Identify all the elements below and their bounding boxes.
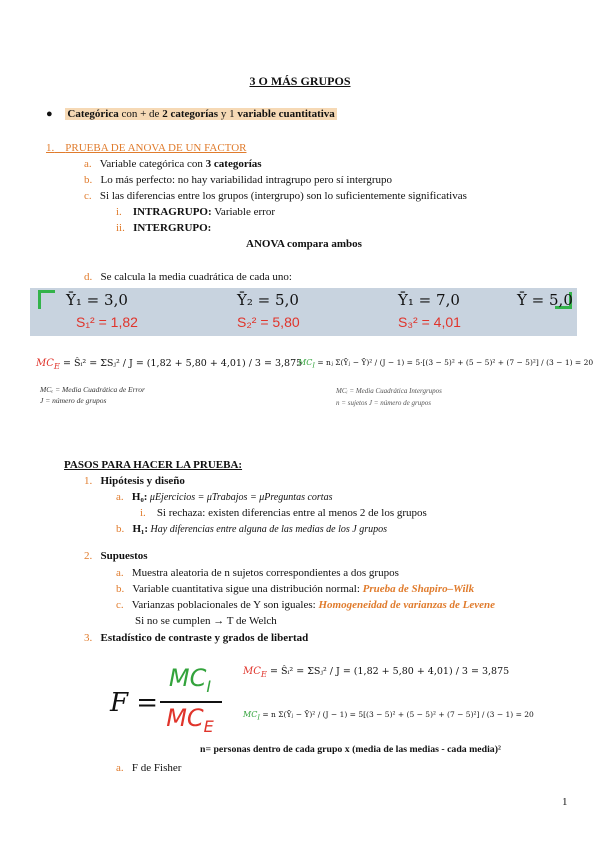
h1-text: Hay diferencias entre alguna de las medias de los J grupos [148, 524, 387, 535]
sc-letter: c. [116, 599, 124, 611]
mce-step-label: MC [243, 666, 261, 677]
paso3-title: Estadístico de contraste y grados de libertad [100, 632, 309, 644]
h1-letter: b. [116, 523, 125, 535]
fisher [116, 762, 181, 774]
intro-text1: con + de [118, 108, 163, 120]
paso2-title: Supuestos [100, 550, 148, 562]
h0-letter: a. [116, 491, 124, 503]
h0-text: μEjercicios = μTrabajos = μPreguntas cortas [147, 492, 333, 503]
var-s1: S₁² = 1,82 [76, 314, 138, 330]
mci-note1: MCᵢ = Media Cuadrática Intergrupos [336, 387, 442, 395]
paso1-title: Hipótesis y diseño [100, 475, 185, 487]
pasos-title: PASOS PARA HACER LA PRUEBA: [64, 459, 243, 471]
letter-c: c. [84, 190, 92, 202]
sb-letter: b. [116, 583, 125, 595]
letter-d: d. [84, 271, 93, 283]
section1-item-ii [116, 222, 211, 234]
paso3-num: 3. [84, 632, 93, 644]
h0-label: H₀: [131, 491, 148, 503]
intragrupo-label: INTRAGRUPO: [132, 206, 212, 218]
f-den-mc: MC [166, 704, 204, 732]
paso1 [84, 475, 185, 487]
mci-step-eq: = n Σ(Ȳⱼ − Ȳ)² / (J − 1) = 5[(3 − 5)² + (5 − 5)² + (7 − 5)²] / (3 − 1) = 20 [259, 710, 534, 719]
supuesto-a [116, 567, 399, 579]
mce-step-eq: = Ŝᵢ² = ΣSⱼ² / J = (1,82 + 5,80 + 4,01) / 3 = 3,875 [266, 666, 510, 677]
var-s2: S₂² = 5,80 [237, 314, 300, 330]
mci-step-sub: I [257, 713, 260, 722]
intro-line [46, 108, 337, 120]
var-s3: S₃² = 4,01 [398, 314, 461, 330]
mci-step-label: MC [243, 710, 258, 719]
mean-y2: Ȳ₂ = 5,0 [237, 291, 299, 309]
page-title: 3 O MÁS GRUPOS [249, 74, 351, 88]
hipotesis-h0 [116, 491, 332, 503]
section1-num: 1. [46, 142, 55, 154]
h0-rechaza [140, 507, 427, 519]
section1-item-a [84, 158, 262, 170]
green-bracket-left [38, 290, 55, 309]
mci-formula-right [298, 358, 593, 370]
item-b-text: Lo más perfecto: no hay variabilidad intragrupo pero sí intergrupo [100, 174, 393, 186]
mce-left-label: MC [36, 358, 54, 369]
mci-right-eq: = nⱼ Σ(Ȳⱼ − Ȳ)² / (J − 1) = 5·[(3 − 5)² + (5 − 5)² + (7 − 5)²] / (3 − 1) = 20 [314, 358, 594, 367]
h1-label: H₁: [132, 523, 149, 535]
section1-item-c [84, 190, 467, 202]
intro-bold2: 2 categorías [162, 108, 219, 120]
n-note: n= personas dentro de cada grupo x (media de las medias - cada media)² [200, 744, 501, 755]
sa-letter: a. [116, 567, 124, 579]
supuesto-c [116, 599, 495, 611]
section1-title: PRUEBA DE ANOVA DE UN FACTOR [65, 142, 247, 154]
letter-b: b. [84, 174, 93, 186]
letter-a: a. [84, 158, 92, 170]
mci-note2: n = sujetos J = número de grupos [336, 399, 431, 407]
h0i-num: i. [140, 507, 146, 519]
intro-bold3: variable cuantitativa [237, 108, 335, 120]
section1-item-d [84, 271, 292, 283]
supuesto-b [116, 583, 474, 595]
mci-right-sub: I [312, 361, 315, 370]
f-num-sub: I [206, 676, 212, 696]
sb-text: Variable cuantitativa sigue una distribución normal: [132, 583, 363, 595]
mci-right-label: MC [298, 358, 313, 367]
section1-item-i [116, 206, 275, 218]
mean-y1: Ȳ₁ = 3,0 [66, 291, 128, 309]
paso3 [84, 632, 308, 644]
mce-step-sub: E [260, 669, 267, 679]
roman-ii: ii. [116, 222, 125, 234]
section1-heading [46, 142, 246, 154]
mce-left-eq: = Ŝᵢ² = ΣSⱼ² / J = (1,82 + 5,80 + 4,01) / 3 = 3,875 [59, 358, 303, 369]
roman-i: i. [116, 206, 122, 218]
f-den-sub: E [203, 716, 214, 736]
paso1-num: 1. [84, 475, 93, 487]
intro-text2: y 1 [218, 108, 238, 120]
shapiro-wilk: Prueba de Shapiro–Wilk [362, 583, 475, 595]
mce-note1: MCₑ = Media Cuadrática de Error [40, 385, 145, 394]
fa-letter: a. [116, 762, 124, 774]
f-equals: F = [110, 688, 159, 718]
levene: Homogeneidad de varianzas de Levene [318, 599, 496, 611]
anova-compara: ANOVA compara ambos [246, 238, 362, 250]
mce-formula-left [36, 358, 302, 371]
page-number: 1 [562, 796, 568, 808]
f-num-mc: MC [168, 664, 207, 692]
paso2 [84, 550, 148, 562]
mce-note2: J = número de grupos [40, 396, 107, 405]
f-fraction-bar [160, 701, 222, 703]
h0i-text: Si rechaza: existen diferencias entre al menos 2 de los grupos [156, 507, 427, 519]
sc-text: Varianzas poblacionales de Y son iguales: [131, 599, 319, 611]
intro-bold1: Categórica [67, 108, 119, 120]
welch-note: Si no se cumplen → T de Welch [135, 615, 277, 627]
f-denominator [160, 704, 220, 736]
intro-highlight [65, 108, 336, 120]
intergrupo-label: INTERGRUPO: [133, 222, 212, 234]
fa-text: F de Fisher [131, 762, 182, 774]
mce-left-sub: E [53, 361, 60, 371]
item-a-bold: 3 categorías [205, 158, 262, 170]
item-c-text: Si las diferencias entre los grupos (intergrupo) son lo suficientemente significativas [99, 190, 467, 202]
item-a-text: Variable categórica con [99, 158, 206, 170]
mean-y: Ȳ = 5,0 [517, 291, 573, 309]
f-numerator [160, 664, 220, 696]
mce-formula-steps [243, 666, 509, 679]
bullet: ● [46, 108, 53, 120]
hipotesis-h1 [116, 523, 387, 535]
mean-y3: Ȳ₁ = 7,0 [398, 291, 460, 309]
sa-text: Muestra aleatoria de n sujetos correspondientes a dos grupos [131, 567, 399, 579]
item-d-text: Se calcula la media cuadrática de cada uno: [100, 271, 292, 283]
mci-formula-steps [243, 710, 534, 722]
intragrupo-text: Variable error [211, 206, 275, 218]
paso2-num: 2. [84, 550, 93, 562]
section1-item-b [84, 174, 392, 186]
